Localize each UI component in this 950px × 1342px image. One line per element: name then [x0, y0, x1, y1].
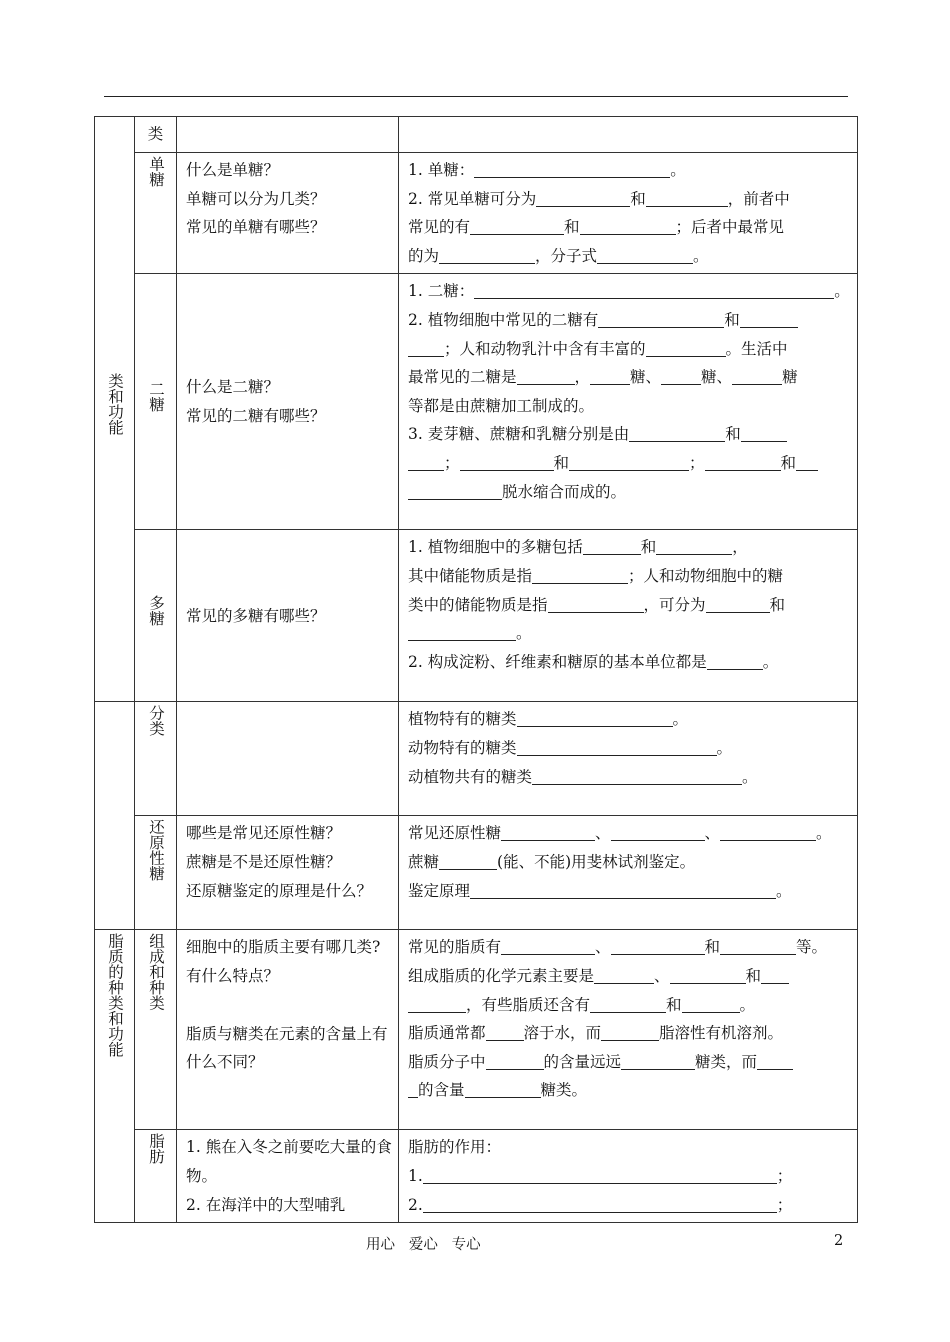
blank[interactable] [601, 1022, 659, 1041]
blank[interactable] [707, 651, 763, 670]
blank[interactable] [470, 880, 776, 899]
blank[interactable] [408, 481, 502, 500]
blank[interactable] [439, 851, 497, 870]
blank[interactable] [670, 965, 746, 984]
blank[interactable] [761, 965, 789, 984]
blank[interactable] [720, 822, 816, 841]
table-row [95, 274, 858, 530]
blank[interactable] [532, 565, 628, 584]
answer-cell-lip: 常见的脂质有 、 和 等。 组成脂质的化学元素主要是 、 和 ，有些脂质还含有 和 。 脂质通常都 溶于水，而 脂溶性有机溶剂。 脂质分子中 的含量远远 糖类，而 的含量 糖类。 [399, 930, 858, 1130]
question-cell-di: 什么是二糖？ 常见的二糖有哪些？ [177, 274, 399, 530]
question-cell-red: 哪些是常见还原性糖？ 蔗糖是不是还原性糖？ 还原糖鉴定的原理是什么？ [177, 816, 399, 930]
table-row [95, 153, 858, 274]
answer-cell-cls: 植物特有的糖类 。 动物特有的糖类 。 动植物共有的糖类 。 [399, 702, 858, 816]
table-row [95, 117, 858, 153]
blank[interactable] [629, 423, 725, 442]
study-table [94, 116, 858, 1223]
header-rule [104, 96, 848, 97]
blank[interactable] [706, 594, 770, 613]
blank[interactable] [646, 338, 726, 357]
blank[interactable] [408, 622, 516, 641]
sub-header-red: 还原性糖 [135, 816, 177, 930]
table-row [95, 702, 858, 816]
blank[interactable] [611, 936, 705, 955]
blank[interactable] [594, 965, 654, 984]
table-row [95, 816, 858, 930]
blank[interactable] [656, 536, 732, 555]
side-header-lipid: 脂质的种类和功能 [95, 930, 135, 1223]
answer-cell [399, 117, 858, 153]
blank[interactable] [470, 216, 564, 235]
table-row [95, 530, 858, 702]
sub-header-cls: 分类 [135, 702, 177, 816]
blank[interactable] [580, 216, 676, 235]
page-number: 2 [834, 1233, 844, 1249]
blank[interactable] [740, 309, 798, 328]
footer-motto: 用心 爱心 专心 [366, 1237, 481, 1253]
sub-header-fat: 脂肪 [135, 1130, 177, 1223]
blank[interactable] [501, 822, 595, 841]
question-cell-lip: 细胞中的脂质主要有哪几类?有什么特点？ 脂质与糖类在元素的含量上有什么不同？ [177, 930, 399, 1130]
blank[interactable] [408, 1079, 418, 1098]
blank[interactable] [486, 1022, 524, 1041]
question-cell-fat: 1. 熊在入冬之前要吃大量的食物。 2. 在海洋中的大型哺乳 [177, 1130, 399, 1223]
answer-cell-mono: 1. 单糖： 。 2. 常见单糖可分为 和 ，前者中 常见的有 和 ；后者中最常见 的为 ，分子式 。 [399, 153, 858, 274]
answer-cell-poly: 1. 植物细胞中的多糖包括 和 ， 其中储能物质是指 ；人和动物细胞中的糖 类中的储能物质是指 ，可分为 和 。 2. 构成淀粉、纤维素和糖原的基本单位都是 。 [399, 530, 858, 702]
answer-cell-red: 常见还原性糖 、 、 。 蔗糖 (能、不能)用斐林试剂鉴定。 鉴定原理 。 [399, 816, 858, 930]
blank[interactable] [548, 594, 644, 613]
sub-header-class: 类 [135, 117, 177, 153]
sub-header-mono: 单糖 [135, 153, 177, 274]
blank[interactable] [741, 423, 787, 442]
blank[interactable] [536, 188, 630, 207]
blank[interactable] [408, 338, 444, 357]
blank[interactable] [682, 994, 740, 1013]
blank[interactable] [439, 245, 535, 264]
blank[interactable] [517, 708, 673, 727]
answer-cell-fat: 脂肪的作用： 1. ； 2. ； [399, 1130, 858, 1223]
blank[interactable] [474, 159, 670, 178]
table-row [95, 930, 858, 1130]
blank[interactable] [486, 1051, 544, 1070]
question-cell-cls [177, 702, 399, 816]
side-header-sugar: 类和功能 [95, 117, 135, 702]
blank[interactable] [569, 452, 689, 471]
blank[interactable] [517, 737, 717, 756]
blank[interactable] [757, 1051, 793, 1070]
blank[interactable] [423, 1165, 777, 1184]
question-cell [177, 117, 399, 153]
blank[interactable] [474, 280, 834, 299]
blank[interactable] [590, 366, 630, 385]
blank[interactable] [732, 366, 782, 385]
blank[interactable] [408, 994, 466, 1013]
blank[interactable] [705, 452, 781, 471]
sub-header-lip: 组成和种类 [135, 930, 177, 1130]
blank[interactable] [423, 1194, 777, 1213]
blank[interactable] [646, 188, 728, 207]
blank[interactable] [532, 766, 742, 785]
blank[interactable] [501, 936, 595, 955]
table-row [95, 1130, 858, 1223]
blank[interactable] [590, 994, 666, 1013]
blank[interactable] [597, 245, 693, 264]
blank[interactable] [465, 1079, 541, 1098]
blank[interactable] [796, 452, 818, 471]
blank[interactable] [621, 1051, 695, 1070]
blank[interactable] [611, 822, 705, 841]
question-cell-mono: 什么是单糖？ 单糖可以分为几类？ 常见的单糖有哪些？ [177, 153, 399, 274]
sub-header-di: 二糖 [135, 274, 177, 530]
side-header-empty [95, 702, 135, 930]
blank[interactable] [598, 309, 724, 328]
blank[interactable] [583, 536, 641, 555]
blank[interactable] [720, 936, 796, 955]
blank[interactable] [517, 366, 575, 385]
blank[interactable] [661, 366, 701, 385]
question-cell-poly: 常见的多糖有哪些？ [177, 530, 399, 702]
answer-cell-di: 1. 二糖： 。 2. 植物细胞中常见的二糖有 和 ；人和动物乳汁中含有丰富的 。生活中 最常见的二糖是 ， 糖、 糖、 糖 等都是由蔗糖加工制成的。 3. 麦芽糖、蔗糖和乳糖分别是由 和 ； 和 ； 和 脱水缩合而成的。 [399, 274, 858, 530]
blank[interactable] [408, 452, 444, 471]
sub-header-poly: 多糖 [135, 530, 177, 702]
blank[interactable] [460, 452, 554, 471]
